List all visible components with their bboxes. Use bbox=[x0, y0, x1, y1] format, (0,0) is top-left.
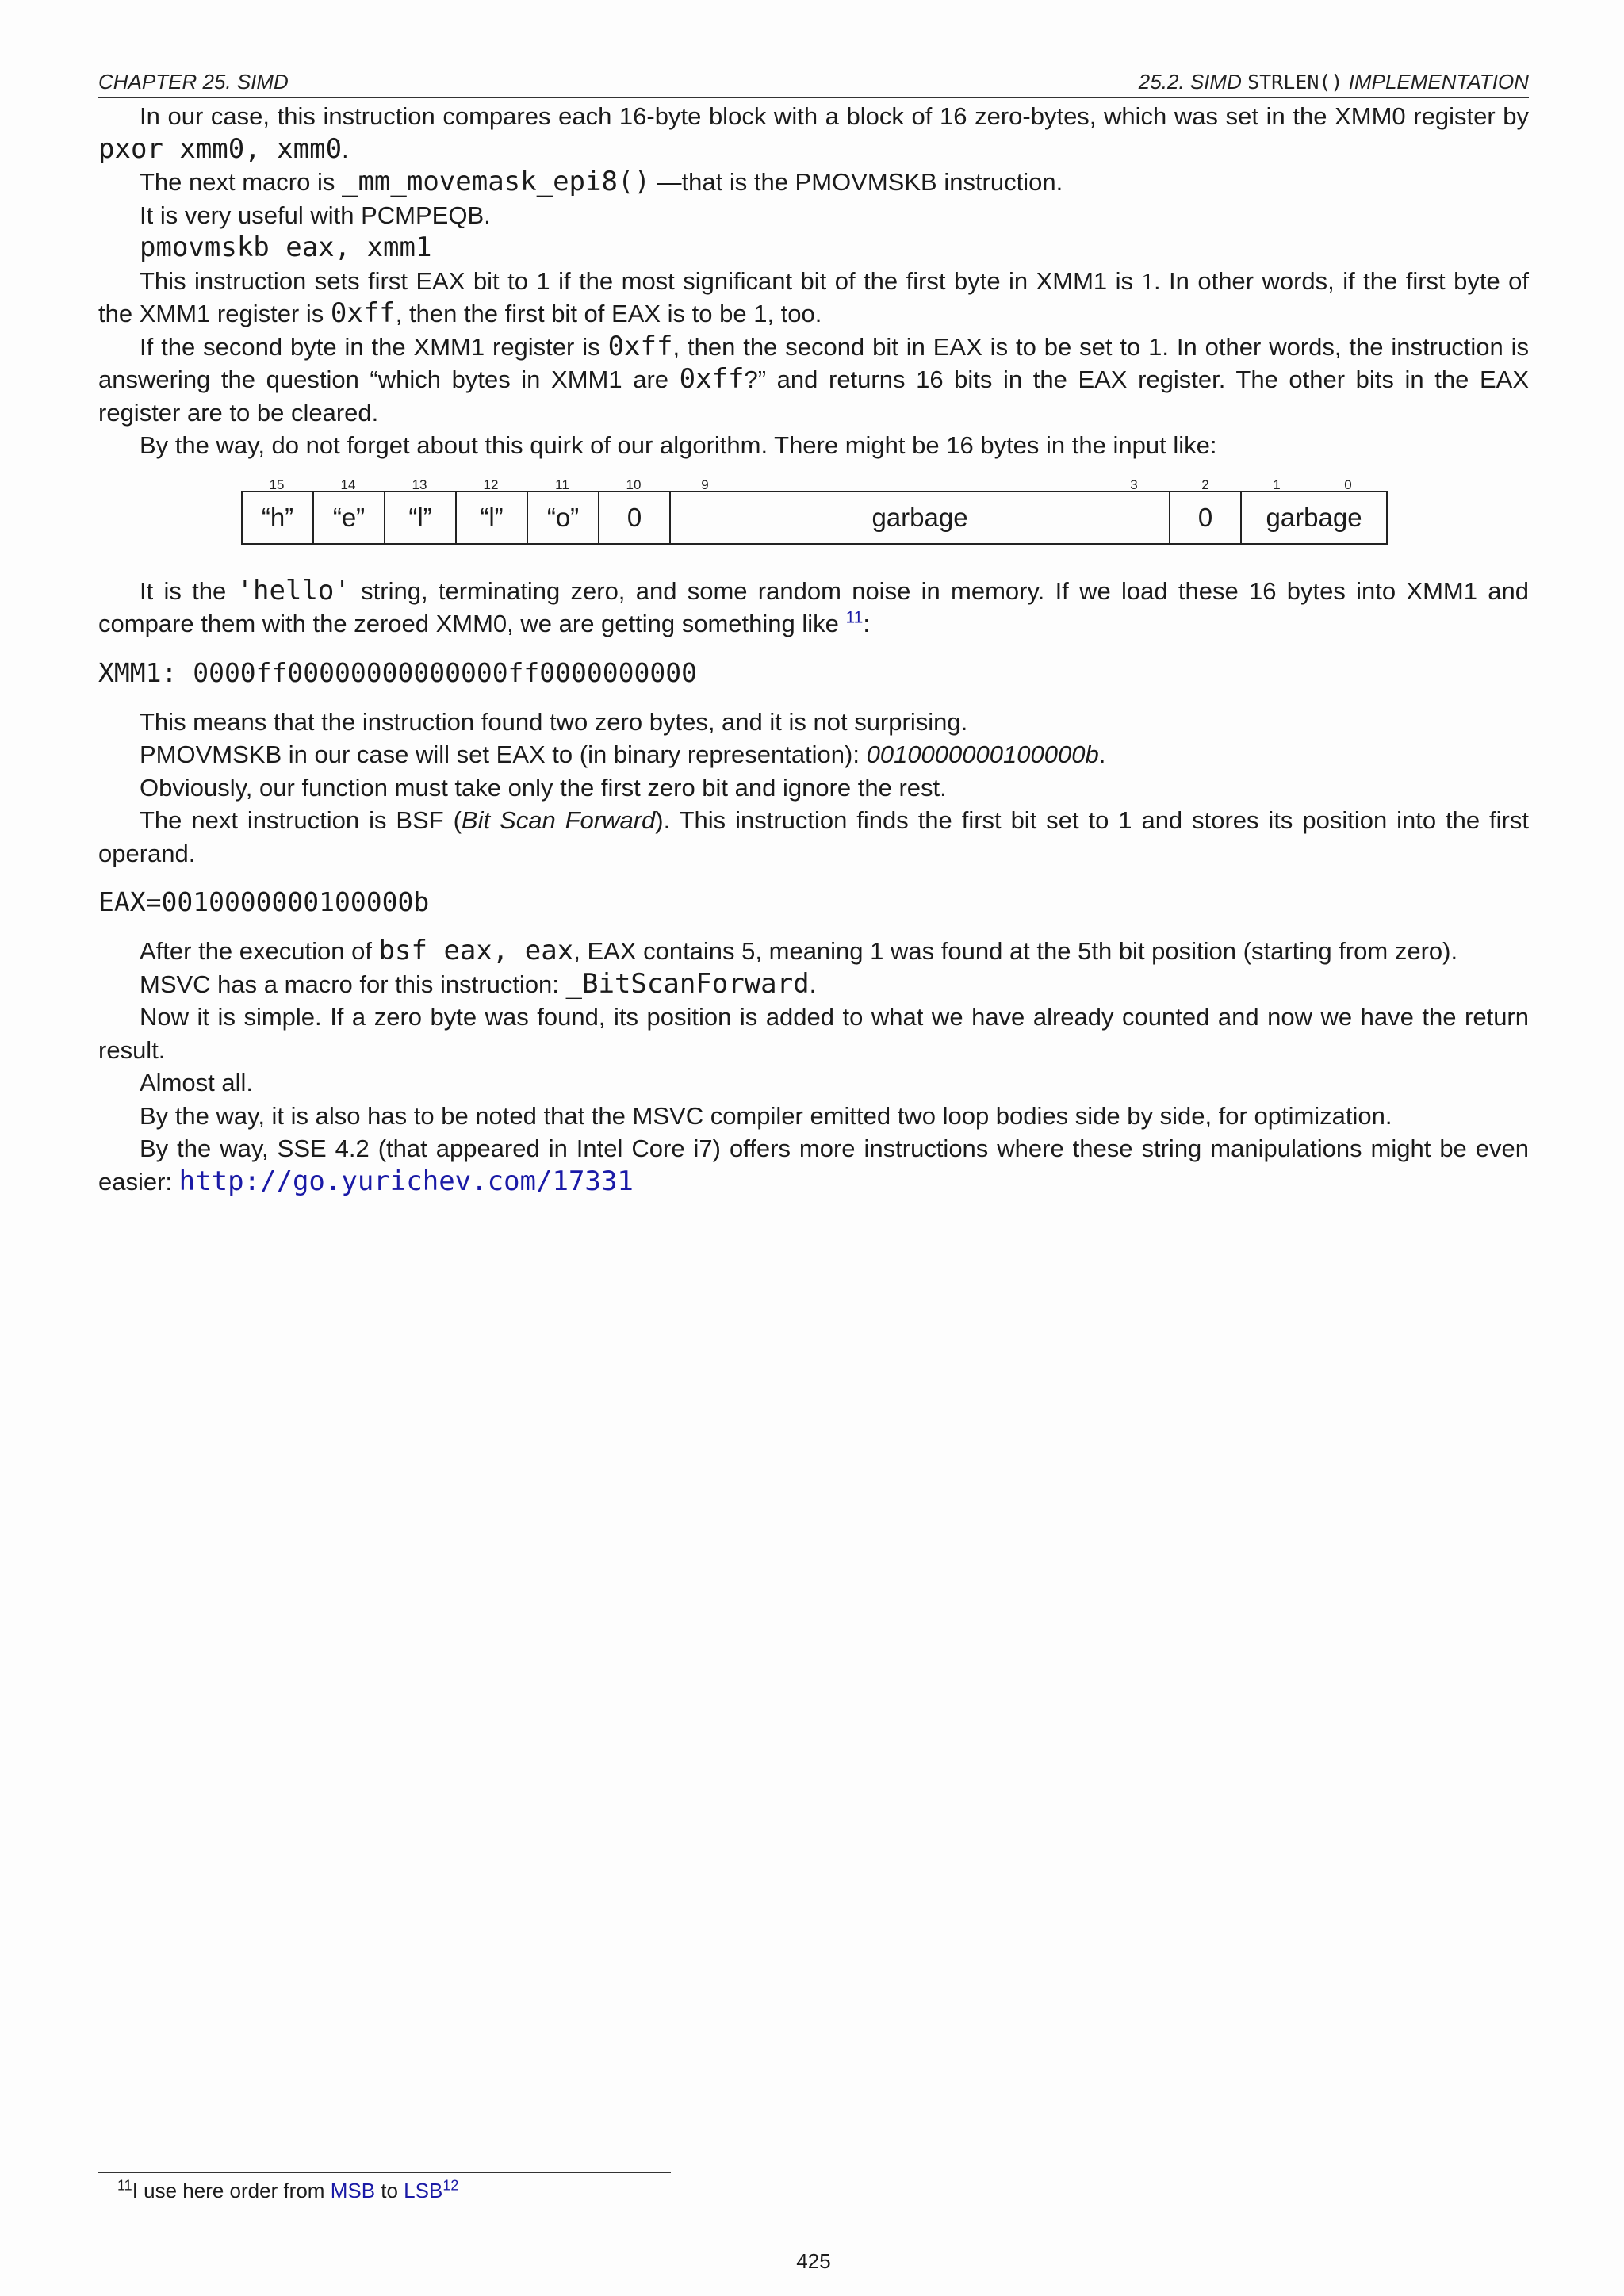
main-text bbox=[98, 100, 1529, 1198]
paragraph: By the way, do not forget about this quirk of our algorithm. There might be 16 bytes in the input like: bbox=[140, 431, 1217, 459]
page-number: 425 bbox=[796, 2249, 831, 2273]
paragraph: The next macro is _mm_movemask_epi8() —that is the PMOVMSKB instruction. bbox=[140, 166, 1063, 197]
byte-index-label: 1 bbox=[1273, 476, 1281, 492]
byte-index-label: 3 bbox=[1130, 476, 1138, 492]
byte-cell: 0 bbox=[1170, 492, 1242, 543]
eax-value: EAX=0010000000100000b bbox=[98, 886, 430, 917]
paragraph: PMOVMSKB in our case will set EAX to (in binary representation): 0010000000100000b. bbox=[140, 740, 1106, 768]
byte-cell-garbage: garbage bbox=[671, 492, 1170, 543]
page bbox=[98, 0, 1529, 2296]
byte-cell: “o” bbox=[528, 492, 599, 543]
url-link[interactable]: http://go.yurichev.com/17331 bbox=[178, 1165, 634, 1197]
paragraph: It is very useful with PCMPEQB. bbox=[140, 201, 491, 229]
msb-link[interactable]: MSB bbox=[330, 2179, 376, 2202]
code-line: pmovmskb eax, xmm1 bbox=[140, 232, 432, 263]
footnote-ref[interactable]: 12 bbox=[442, 2177, 459, 2194]
byte-index-label: 14 bbox=[340, 476, 356, 492]
footnote-ref[interactable]: 11 bbox=[845, 608, 864, 627]
byte-cell: “h” bbox=[243, 492, 314, 543]
paragraph: Almost all. bbox=[140, 1069, 253, 1096]
byte-index-label: 9 bbox=[701, 476, 709, 492]
byte-cell: 0 bbox=[599, 492, 671, 543]
byte-index-label: 0 bbox=[1344, 476, 1352, 492]
byte-cell: “l” bbox=[457, 492, 528, 543]
paragraph: MSVC has a macro for this instruction: _BitScanForward. bbox=[140, 967, 817, 1000]
running-header bbox=[98, 70, 1529, 98]
byte-index-label: 10 bbox=[626, 476, 642, 492]
byte-index-labels bbox=[241, 469, 1385, 492]
header-chapter: CHAPTER 25. SIMD bbox=[98, 70, 289, 94]
paragraph: After the execution of bsf eax, eax, EAX contains 5, meaning 1 was found at the 5th bit position (starting from zero). bbox=[140, 935, 1458, 966]
byte-index-label: 12 bbox=[483, 476, 499, 492]
byte-index-label: 13 bbox=[412, 476, 427, 492]
byte-index-label: 2 bbox=[1201, 476, 1209, 492]
footnote-rule bbox=[98, 2172, 671, 2173]
byte-layout-figure bbox=[98, 469, 1529, 561]
paragraph: It is the 'hello' string, terminating zero, and some random noise in memory. If we load these 16 bytes into XMM1 and compare them with the zeroed XMM0, we are getting something like $^{11}$: bbox=[98, 574, 1530, 637]
paragraph: By the way, SSE 4.2 (that appeared in Intel Core i7) offers more instructions where these string manipulations might be even easier: http://go.yurichev.com/17331 bbox=[98, 1135, 1529, 1197]
xmm1-value: XMM1: 0000ff00000000000000ff0000000000 bbox=[98, 656, 697, 688]
paragraph: Obviously, our function must take only the first zero bit and ignore the rest. bbox=[140, 773, 947, 802]
lsb-link[interactable]: LSB bbox=[404, 2179, 443, 2202]
byte-cell: “l” bbox=[385, 492, 457, 543]
byte-cell: “e” bbox=[314, 492, 385, 543]
paragraph: If the second byte in the XMM1 register is 0xff, then the second bit in EAX is to be set to 1. In other words, the instruction is answering the question “which bytes in XMM1 are 0xff?” and returns 16 bits in the EAX register. The other bits in the EAX register are to be cleared. bbox=[98, 330, 1529, 427]
byte-index-label: 11 bbox=[555, 476, 569, 492]
footnote: $^{11}$I use here order from MSB to LSB$^{12}$ bbox=[117, 2177, 459, 2202]
paragraph: The next instruction is BSF (Bit Scan Forward). This instruction finds the first bit set to 1 and stores its position into the first operand. bbox=[98, 806, 1529, 867]
byte-index-label: 15 bbox=[269, 476, 285, 492]
byte-cell-garbage: garbage bbox=[1266, 502, 1362, 532]
header-section: 25.2. SIMD STRLEN() IMPLEMENTATION bbox=[1138, 70, 1529, 94]
paragraph: This instruction sets first EAX bit to 1 if the most significant bit of the first byte in XMM1 is 1. In other words, if the first byte of the XMM1 register is 0xff, then the first bit of EAX is to be 1, too. bbox=[98, 266, 1529, 329]
paragraph: Now it is simple. If a zero byte was found, its position is added to what we have already counted and now we have the return result. bbox=[98, 1003, 1529, 1064]
paragraph: This means that the instruction found two zero bytes, and it is not surprising. bbox=[140, 707, 968, 736]
paragraph: In our case, this instruction compares each 16-byte block with a block of 16 zero-bytes, which was set in the XMM0 register by pxor xmm0, xmm0. bbox=[98, 102, 1529, 165]
paragraph: By the way, it is also has to be noted that the MSVC compiler emitted two loop bodies side by side, for optimization. bbox=[140, 1101, 1392, 1130]
byte-cells bbox=[241, 491, 1388, 545]
